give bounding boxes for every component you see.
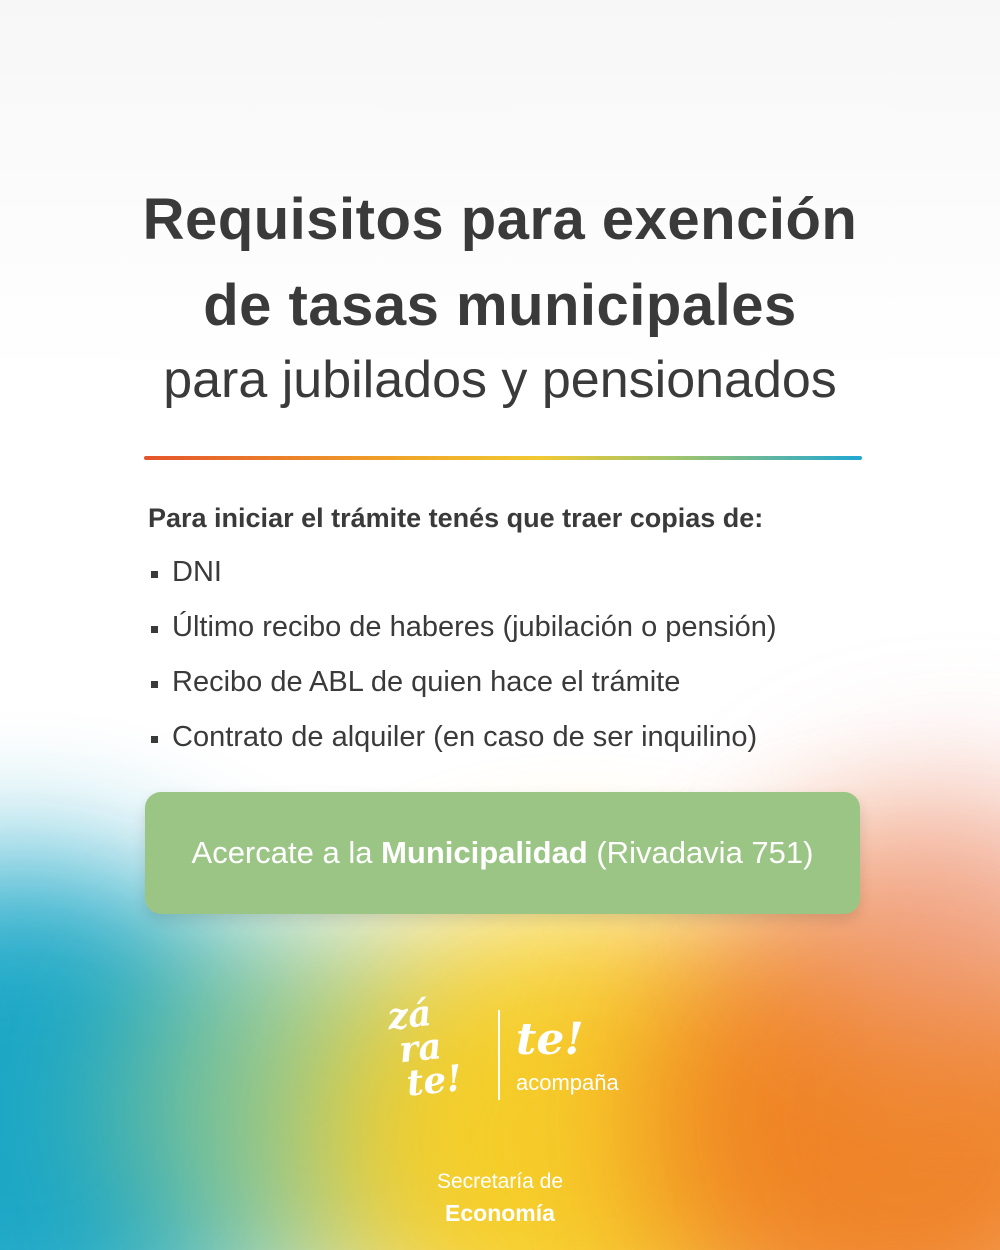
te-logo: te! bbox=[516, 1014, 584, 1065]
requirement-text: Recibo de ABL de quien hace el trámite bbox=[172, 666, 681, 698]
requirement-item bbox=[148, 552, 777, 607]
requirement-text: Último recibo de haberes (jubilación o pensión) bbox=[172, 611, 777, 643]
subtitle: para jubilados y pensionados bbox=[163, 351, 837, 409]
bullet-icon bbox=[151, 571, 158, 578]
cta-bold: Municipalidad bbox=[381, 835, 588, 870]
cta-suffix: (Rivadavia 751) bbox=[587, 835, 814, 870]
bullet-icon bbox=[151, 736, 158, 743]
title-line-1: Requisitos para exención bbox=[142, 187, 858, 252]
requirement-text: DNI bbox=[172, 556, 222, 588]
bullet-icon bbox=[151, 681, 158, 688]
logo-divider bbox=[498, 1010, 500, 1100]
zarate-logo-line: ra bbox=[397, 1025, 444, 1072]
title-line-2: de tasas municipales bbox=[203, 273, 797, 338]
requirement-text: Contrato de alquiler (en caso de ser inquilino) bbox=[172, 721, 758, 753]
bullet-icon bbox=[151, 626, 158, 633]
requirement-item bbox=[148, 662, 777, 717]
zarate-logo bbox=[386, 992, 478, 1120]
acompana-text: acompaña bbox=[516, 1070, 619, 1095]
zarate-logo-line: te! bbox=[404, 1057, 465, 1105]
gradient-divider bbox=[144, 456, 862, 460]
zarate-logo-line: zá bbox=[385, 991, 434, 1039]
municipality-cta-banner bbox=[145, 792, 860, 914]
requirements-list bbox=[148, 552, 777, 772]
footer-secretaria: Secretaría de bbox=[436, 1170, 564, 1193]
requirements-intro: Para iniciar el trámite tenés que traer copias de: bbox=[148, 503, 764, 533]
requirement-item bbox=[148, 607, 777, 662]
footer-economia: Economía bbox=[445, 1200, 555, 1226]
cta-prefix: Acercate a la bbox=[191, 835, 382, 870]
requirement-item bbox=[148, 717, 777, 772]
